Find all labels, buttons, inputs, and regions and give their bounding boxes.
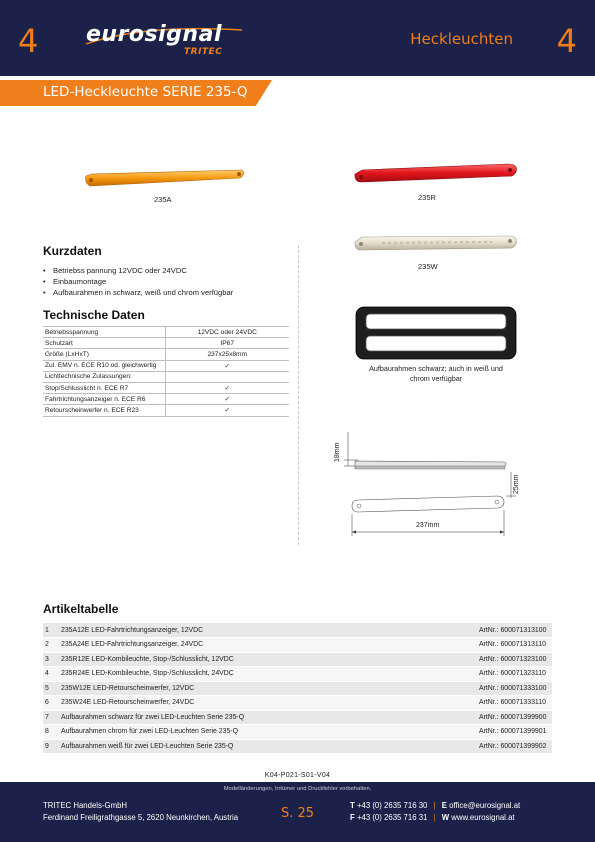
phone-number: +43 (0) 2635 716 30 xyxy=(356,801,428,810)
technical-drawing xyxy=(328,432,528,540)
tech-row xyxy=(43,349,289,360)
tech-value xyxy=(165,371,289,382)
row-description: Aufbaurahmen schwarz für zwei LED-Leuchten Serie 235-Q xyxy=(59,710,477,725)
tech-row xyxy=(43,327,289,338)
mounting-frame-image xyxy=(352,304,520,362)
company-address: Ferdinand Freiligrathgasse 5, 2620 Neunkirchen, Austria xyxy=(43,813,239,822)
tech-label: Fahrtrichtungsanzeiger n. ECE R6 xyxy=(43,394,165,405)
dim-depth: 25mm xyxy=(513,474,520,494)
contact-line-2 xyxy=(350,812,520,824)
tech-value: 12VDC oder 24VDC xyxy=(165,327,289,338)
web-label: W xyxy=(441,813,450,822)
footer-bar xyxy=(0,782,595,842)
row-description: Aufbaurahmen weiß für zwei LED-Leuchten Serie 235-Q xyxy=(59,739,477,754)
frame-caption xyxy=(346,364,526,383)
chapter-number-right: 4 xyxy=(556,22,577,60)
lamp-amber-image xyxy=(82,164,248,192)
dim-height: 18mm xyxy=(334,442,341,462)
row-article-number: ArtNr.: 600071313100 xyxy=(477,623,552,638)
table-row xyxy=(43,696,552,711)
tech-row xyxy=(43,394,289,405)
fax-number: +43 (0) 2635 716 31 xyxy=(356,813,428,822)
row-number: 9 xyxy=(43,739,59,754)
row-number: 3 xyxy=(43,652,59,667)
tech-label: Retourscheinwerfer n. ECE R23 xyxy=(43,405,165,416)
tech-value: ✓ xyxy=(165,405,289,416)
document-code: K04-P021-S01-V04 xyxy=(264,772,331,779)
row-description: 235R12E LED-Kombileuchte, Stop-/Schlusslicht, 12VDC xyxy=(59,652,477,667)
frame-caption-line-2: chrom verfügbar xyxy=(409,373,463,383)
row-description: Aufbaurahmen chrom für zwei LED-Leuchten Serie 235-Q xyxy=(59,725,477,740)
tech-value: ✓ xyxy=(165,394,289,405)
separator: | xyxy=(433,801,436,810)
brand-logo-sub: TRITEC xyxy=(184,47,223,57)
table-row xyxy=(43,725,552,740)
tech-row xyxy=(43,371,289,382)
table-row xyxy=(43,623,552,638)
kurzdaten-heading: Kurzdaten xyxy=(43,244,102,258)
company-info xyxy=(43,800,238,824)
row-article-number: ArtNr.: 600071323100 xyxy=(477,652,552,667)
brand-logo: eurosignal xyxy=(86,22,222,47)
fax-label: F xyxy=(350,813,355,822)
row-article-number: ArtNr.: 600071333100 xyxy=(477,681,552,696)
label-235w: 235W xyxy=(418,262,438,271)
row-article-number: ArtNr.: 600071333110 xyxy=(477,696,552,711)
tech-value: IP67 xyxy=(165,338,289,349)
company-name: TRITEC Handels-GmbH xyxy=(43,801,128,810)
row-article-number: ArtNr.: 600071399900 xyxy=(477,710,552,725)
article-table xyxy=(43,623,552,754)
table-row xyxy=(43,739,552,754)
row-number: 5 xyxy=(43,681,59,696)
tech-value: ✓ xyxy=(165,382,289,393)
row-article-number: ArtNr.: 600071323110 xyxy=(477,667,552,682)
section-name: Heckleuchten xyxy=(410,30,513,48)
tech-row xyxy=(43,338,289,349)
tech-row xyxy=(43,405,289,416)
kurzdaten-item: • Aufbaurahmen in schwarz, weiß und chrom verfügbar xyxy=(43,287,233,298)
row-description: 235A24E LED-Fahrtrichtungsanzeiger, 24VDC xyxy=(59,638,477,653)
lamp-red-image xyxy=(352,158,520,190)
lamp-white-image xyxy=(352,232,520,258)
row-number: 2 xyxy=(43,638,59,653)
kurzdaten-item: • Einbaumontage xyxy=(43,276,233,287)
row-number: 7 xyxy=(43,710,59,725)
email-label: E xyxy=(441,801,447,810)
dim-width: 237mm xyxy=(416,522,440,529)
tech-row xyxy=(43,382,289,393)
row-article-number: ArtNr.: 600071313110 xyxy=(477,638,552,653)
table-row xyxy=(43,667,552,682)
tech-table xyxy=(43,326,289,417)
row-description: 235W12E LED-Retourscheinwerfer, 12VDC xyxy=(59,681,477,696)
row-article-number: ArtNr.: 600071399901 xyxy=(477,725,552,740)
tech-heading: Technische Daten xyxy=(43,308,145,322)
page-title: LED-Heckleuchte SERIE 235-Q xyxy=(43,84,248,100)
disclaimer: Modelländerungen, Irrtümer und Druckfehler vorbehalten. xyxy=(223,786,372,792)
tech-value: ✓ xyxy=(165,360,289,371)
row-number: 4 xyxy=(43,667,59,682)
article-table-heading: Artikeltabelle xyxy=(43,602,119,616)
page-number: S. 25 xyxy=(281,806,315,821)
tech-label: Größe (LxHxT) xyxy=(43,349,165,360)
column-divider xyxy=(298,245,299,545)
tech-label: Stop/Schlusslicht n. ECE R7 xyxy=(43,382,165,393)
row-number: 8 xyxy=(43,725,59,740)
tech-row xyxy=(43,360,289,371)
separator: | xyxy=(433,813,436,822)
contact-info xyxy=(350,800,520,824)
chapter-number-left: 4 xyxy=(18,22,39,60)
contact-line-1 xyxy=(350,800,520,812)
header-bar xyxy=(0,0,595,76)
row-description: 235W24E LED-Retourscheinwerfer, 24VDC xyxy=(59,696,477,711)
email-link[interactable]: office@eurosignal.at xyxy=(449,801,521,810)
tech-label: Betriebsspannung xyxy=(43,327,165,338)
tech-label: Lichttechnische Zulassungen: xyxy=(43,371,165,382)
tech-label: Schutzart xyxy=(43,338,165,349)
table-row xyxy=(43,710,552,725)
kurzdaten-item: • Betriebss pannung 12VDC oder 24VDC xyxy=(43,265,233,276)
table-row xyxy=(43,652,552,667)
phone-label: T xyxy=(350,801,355,810)
web-link[interactable]: www.eurosignal.at xyxy=(451,813,515,822)
row-article-number: ArtNr.: 600071399902 xyxy=(477,739,552,754)
label-235r: 235R xyxy=(418,193,436,202)
row-number: 6 xyxy=(43,696,59,711)
tech-label: Zul. EMV n. ECE R10 od. gleichwertig xyxy=(43,360,165,371)
row-number: 1 xyxy=(43,623,59,638)
table-row xyxy=(43,638,552,653)
table-row xyxy=(43,681,552,696)
kurzdaten-list xyxy=(43,265,233,298)
frame-caption-line-1: Aufbaurahmen schwarz; auch in weiß und xyxy=(369,364,503,373)
tech-value: 237x25x8mm xyxy=(165,349,289,360)
row-description: 235A12E LED-Fahrtrichtungsanzeiger, 12VDC xyxy=(59,623,477,638)
label-235a: 235A xyxy=(154,195,172,204)
row-description: 235R24E LED-Kombileuchte, Stop-/Schlusslicht, 24VDC xyxy=(59,667,477,682)
